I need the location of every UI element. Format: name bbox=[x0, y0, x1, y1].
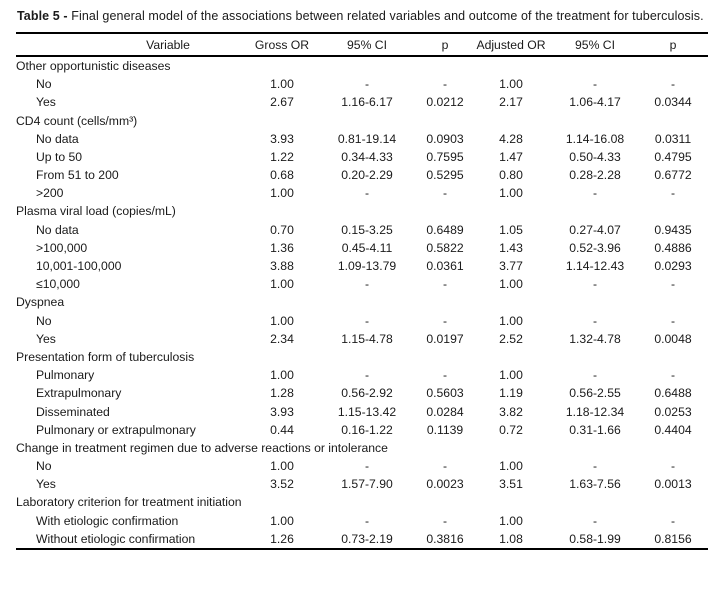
gross-or-cell: 3.93 bbox=[270, 404, 294, 419]
table-row bbox=[16, 166, 708, 184]
table-row bbox=[16, 257, 708, 275]
adjusted-or-cell: 1.43 bbox=[499, 240, 523, 255]
group-label: Change in treatment regimen due to adverse reactions or intolerance bbox=[16, 440, 388, 455]
adjusted-ci-cell: - bbox=[592, 459, 598, 474]
adjusted-p-cell: 0.0253 bbox=[654, 404, 692, 419]
gross-or-cell: 1.00 bbox=[270, 186, 294, 201]
adjusted-or-cell: 1.00 bbox=[499, 313, 523, 328]
gross-ci-cell: - bbox=[364, 186, 370, 201]
table-caption bbox=[17, 7, 708, 26]
adjusted-or-cell: 1.00 bbox=[499, 368, 523, 383]
group-label: CD4 count (cells/mm³) bbox=[16, 113, 138, 128]
row-variable-label: Pulmonary bbox=[36, 368, 95, 383]
adjusted-ci-cell: - bbox=[592, 186, 598, 201]
row-variable-label: Yes bbox=[36, 477, 56, 492]
row-variable-label: From 51 to 200 bbox=[36, 168, 119, 183]
adjusted-or-cell: 1.19 bbox=[499, 386, 523, 401]
gross-ci-cell: 0.45-4.11 bbox=[341, 240, 393, 255]
adjusted-p-cell: - bbox=[670, 368, 676, 383]
gross-ci-cell: - bbox=[364, 77, 370, 92]
row-variable-label: Yes bbox=[36, 331, 56, 346]
gross-or-cell: 0.68 bbox=[270, 168, 294, 183]
adjusted-p-cell: 0.8156 bbox=[654, 531, 692, 546]
adjusted-p-cell: - bbox=[670, 186, 676, 201]
adjusted-ci-cell: 1.63-7.56 bbox=[569, 477, 621, 492]
gross-ci-cell: 1.09-13.79 bbox=[337, 259, 397, 274]
col-header-adjusted-ci: 95% CI bbox=[552, 33, 638, 56]
group-header-row bbox=[16, 203, 708, 221]
gross-ci-cell: 1.16-6.17 bbox=[341, 95, 393, 110]
group-header-row bbox=[16, 56, 708, 75]
adjusted-ci-cell: 0.50-4.33 bbox=[569, 149, 621, 164]
table-row bbox=[16, 239, 708, 257]
gross-p-cell: - bbox=[442, 459, 448, 474]
gross-p-cell: 0.0212 bbox=[426, 95, 464, 110]
gross-or-cell: 0.44 bbox=[270, 422, 294, 437]
row-variable-label: Up to 50 bbox=[36, 149, 83, 164]
gross-ci-cell: 0.81-19.14 bbox=[337, 131, 397, 146]
table-row bbox=[16, 184, 708, 202]
gross-p-cell: - bbox=[442, 513, 448, 528]
group-label: Plasma viral load (copies/mL) bbox=[16, 204, 176, 219]
row-variable-label: No bbox=[36, 77, 52, 92]
adjusted-ci-cell: - bbox=[592, 277, 598, 292]
gross-p-cell: - bbox=[442, 186, 448, 201]
table-row bbox=[16, 330, 708, 348]
gross-ci-cell: 0.56-2.92 bbox=[341, 386, 393, 401]
row-variable-label: Pulmonary or extrapulmonary bbox=[36, 422, 196, 437]
group-label: Laboratory criterion for treatment initiation bbox=[16, 495, 242, 510]
gross-p-cell: 0.3816 bbox=[426, 531, 464, 546]
adjusted-or-cell: 4.28 bbox=[499, 131, 523, 146]
row-variable-label: >100,000 bbox=[36, 240, 88, 255]
adjusted-ci-cell: 1.14-16.08 bbox=[565, 131, 625, 146]
adjusted-ci-cell: - bbox=[592, 513, 598, 528]
adjusted-p-cell: - bbox=[670, 277, 676, 292]
gross-ci-cell: - bbox=[364, 313, 370, 328]
adjusted-ci-cell: - bbox=[592, 77, 598, 92]
group-header-row bbox=[16, 348, 708, 366]
gross-or-cell: 2.67 bbox=[270, 95, 294, 110]
adjusted-p-cell: 0.4886 bbox=[654, 240, 692, 255]
adjusted-ci-cell: 0.58-1.99 bbox=[569, 531, 621, 546]
gross-p-cell: 0.0361 bbox=[426, 259, 464, 274]
row-variable-label: No data bbox=[36, 222, 79, 237]
row-variable-label: ≤10,000 bbox=[36, 277, 80, 292]
gross-ci-cell: - bbox=[364, 513, 370, 528]
adjusted-p-cell: 0.0293 bbox=[654, 259, 692, 274]
row-variable-label: No bbox=[36, 313, 52, 328]
table-row bbox=[16, 384, 708, 402]
adjusted-p-cell: 0.4795 bbox=[654, 149, 692, 164]
adjusted-ci-cell: - bbox=[592, 313, 598, 328]
header-row bbox=[16, 33, 708, 56]
group-header-row bbox=[16, 112, 708, 130]
adjusted-ci-cell: 0.28-2.28 bbox=[569, 168, 621, 183]
table-row bbox=[16, 366, 708, 384]
gross-or-cell: 2.34 bbox=[270, 331, 294, 346]
adjusted-or-cell: 1.08 bbox=[499, 531, 523, 546]
table-row bbox=[16, 148, 708, 166]
adjusted-p-cell: 0.9435 bbox=[654, 222, 692, 237]
row-variable-label: With etiologic confirmation bbox=[36, 513, 179, 528]
gross-ci-cell: - bbox=[364, 368, 370, 383]
col-header-gross-p: p bbox=[420, 33, 470, 56]
adjusted-or-cell: 1.05 bbox=[499, 222, 523, 237]
gross-or-cell: 1.00 bbox=[270, 277, 294, 292]
table-row bbox=[16, 512, 708, 530]
gross-p-cell: 0.1139 bbox=[426, 422, 464, 437]
row-variable-label: 10,001-100,000 bbox=[36, 259, 122, 274]
adjusted-or-cell: 1.00 bbox=[499, 513, 523, 528]
gross-ci-cell: - bbox=[364, 277, 370, 292]
group-label: Other opportunistic diseases bbox=[16, 58, 171, 73]
gross-p-cell: 0.6489 bbox=[426, 222, 464, 237]
gross-p-cell: 0.0284 bbox=[426, 404, 464, 419]
gross-ci-cell: 0.15-3.25 bbox=[341, 222, 393, 237]
gross-p-cell: 0.5603 bbox=[426, 386, 464, 401]
gross-p-cell: - bbox=[442, 313, 448, 328]
table-row bbox=[16, 275, 708, 293]
group-header-row bbox=[16, 293, 708, 311]
gross-or-cell: 1.26 bbox=[270, 531, 294, 546]
gross-p-cell: 0.5295 bbox=[426, 168, 464, 183]
col-header-variable: Variable bbox=[16, 33, 250, 56]
row-variable-label: Without etiologic confirmation bbox=[36, 531, 196, 546]
gross-or-cell: 1.00 bbox=[270, 368, 294, 383]
gross-ci-cell: 0.34-4.33 bbox=[341, 149, 393, 164]
table-row bbox=[16, 75, 708, 93]
adjusted-or-cell: 2.52 bbox=[499, 331, 523, 346]
col-header-gross-ci: 95% CI bbox=[314, 33, 420, 56]
table-header bbox=[16, 33, 708, 56]
adjusted-p-cell: 0.6772 bbox=[654, 168, 692, 183]
row-variable-label: Disseminated bbox=[36, 404, 110, 419]
table-row bbox=[16, 475, 708, 493]
gross-p-cell: 0.7595 bbox=[426, 149, 464, 164]
adjusted-p-cell: 0.4404 bbox=[654, 422, 692, 437]
row-variable-label: >200 bbox=[36, 186, 64, 201]
adjusted-or-cell: 1.00 bbox=[499, 77, 523, 92]
table-caption-number: Table 5 - bbox=[17, 9, 68, 23]
table-row bbox=[16, 530, 708, 549]
gross-ci-cell: 0.16-1.22 bbox=[341, 422, 393, 437]
row-variable-label: Extrapulmonary bbox=[36, 386, 122, 401]
gross-p-cell: 0.5822 bbox=[426, 240, 464, 255]
gross-or-cell: 1.22 bbox=[270, 149, 294, 164]
adjusted-ci-cell: 0.52-3.96 bbox=[569, 240, 621, 255]
gross-or-cell: 1.00 bbox=[270, 459, 294, 474]
col-header-gross-or: Gross OR bbox=[250, 33, 314, 56]
adjusted-or-cell: 2.17 bbox=[499, 95, 523, 110]
adjusted-ci-cell: - bbox=[592, 368, 598, 383]
adjusted-ci-cell: 1.18-12.34 bbox=[565, 404, 625, 419]
gross-ci-cell: 1.15-4.78 bbox=[341, 331, 393, 346]
adjusted-p-cell: - bbox=[670, 459, 676, 474]
gross-p-cell: - bbox=[442, 77, 448, 92]
gross-or-cell: 1.28 bbox=[270, 386, 294, 401]
table-row bbox=[16, 312, 708, 330]
row-variable-label: No data bbox=[36, 131, 79, 146]
table-caption-text: Final general model of the associations between related variables and outcome of the treatment for tuberculosis. bbox=[71, 9, 704, 23]
gross-or-cell: 1.00 bbox=[270, 313, 294, 328]
table-row bbox=[16, 130, 708, 148]
adjusted-p-cell: 0.0013 bbox=[654, 477, 692, 492]
adjusted-p-cell: 0.6488 bbox=[654, 386, 692, 401]
gross-ci-cell: 0.73-2.19 bbox=[341, 531, 393, 546]
adjusted-p-cell: - bbox=[670, 313, 676, 328]
gross-p-cell: 0.0903 bbox=[426, 131, 464, 146]
group-label: Dyspnea bbox=[16, 295, 65, 310]
gross-p-cell: 0.0197 bbox=[426, 331, 464, 346]
adjusted-or-cell: 0.72 bbox=[499, 422, 523, 437]
adjusted-ci-cell: 1.32-4.78 bbox=[569, 331, 621, 346]
gross-p-cell: - bbox=[442, 277, 448, 292]
table-row bbox=[16, 93, 708, 111]
table-row bbox=[16, 457, 708, 475]
adjusted-or-cell: 3.82 bbox=[499, 404, 523, 419]
group-label: Presentation form of tuberculosis bbox=[16, 349, 195, 364]
table-row bbox=[16, 421, 708, 439]
gross-or-cell: 0.70 bbox=[270, 222, 294, 237]
adjusted-ci-cell: 0.31-1.66 bbox=[569, 422, 621, 437]
adjusted-or-cell: 3.51 bbox=[499, 477, 523, 492]
gross-ci-cell: - bbox=[364, 459, 370, 474]
group-header-row bbox=[16, 494, 708, 512]
adjusted-or-cell: 0.80 bbox=[499, 168, 523, 183]
adjusted-or-cell: 3.77 bbox=[499, 259, 523, 274]
adjusted-or-cell: 1.00 bbox=[499, 186, 523, 201]
adjusted-ci-cell: 1.14-12.43 bbox=[565, 259, 625, 274]
results-table bbox=[16, 32, 708, 550]
adjusted-p-cell: - bbox=[670, 77, 676, 92]
table-row bbox=[16, 403, 708, 421]
row-variable-label: No bbox=[36, 459, 52, 474]
col-header-adjusted-or: Adjusted OR bbox=[470, 33, 552, 56]
gross-p-cell: - bbox=[442, 368, 448, 383]
gross-or-cell: 1.36 bbox=[270, 240, 294, 255]
gross-or-cell: 1.00 bbox=[270, 77, 294, 92]
adjusted-p-cell: 0.0344 bbox=[654, 95, 692, 110]
gross-or-cell: 3.88 bbox=[270, 259, 294, 274]
adjusted-p-cell: - bbox=[670, 513, 676, 528]
adjusted-p-cell: 0.0311 bbox=[654, 131, 692, 146]
adjusted-or-cell: 1.00 bbox=[499, 459, 523, 474]
table-body bbox=[16, 56, 708, 549]
gross-ci-cell: 1.57-7.90 bbox=[341, 477, 393, 492]
gross-p-cell: 0.0023 bbox=[426, 477, 464, 492]
gross-ci-cell: 0.20-2.29 bbox=[341, 168, 393, 183]
gross-or-cell: 3.93 bbox=[270, 131, 294, 146]
adjusted-ci-cell: 1.06-4.17 bbox=[569, 95, 621, 110]
adjusted-or-cell: 1.00 bbox=[499, 277, 523, 292]
col-header-adjusted-p: p bbox=[638, 33, 708, 56]
gross-ci-cell: 1.15-13.42 bbox=[337, 404, 397, 419]
adjusted-ci-cell: 0.56-2.55 bbox=[569, 386, 621, 401]
gross-or-cell: 3.52 bbox=[270, 477, 294, 492]
row-variable-label: Yes bbox=[36, 95, 56, 110]
adjusted-or-cell: 1.47 bbox=[499, 149, 523, 164]
gross-or-cell: 1.00 bbox=[270, 513, 294, 528]
adjusted-p-cell: 0.0048 bbox=[654, 331, 692, 346]
table-row bbox=[16, 221, 708, 239]
adjusted-ci-cell: 0.27-4.07 bbox=[569, 222, 621, 237]
group-header-row bbox=[16, 439, 708, 457]
